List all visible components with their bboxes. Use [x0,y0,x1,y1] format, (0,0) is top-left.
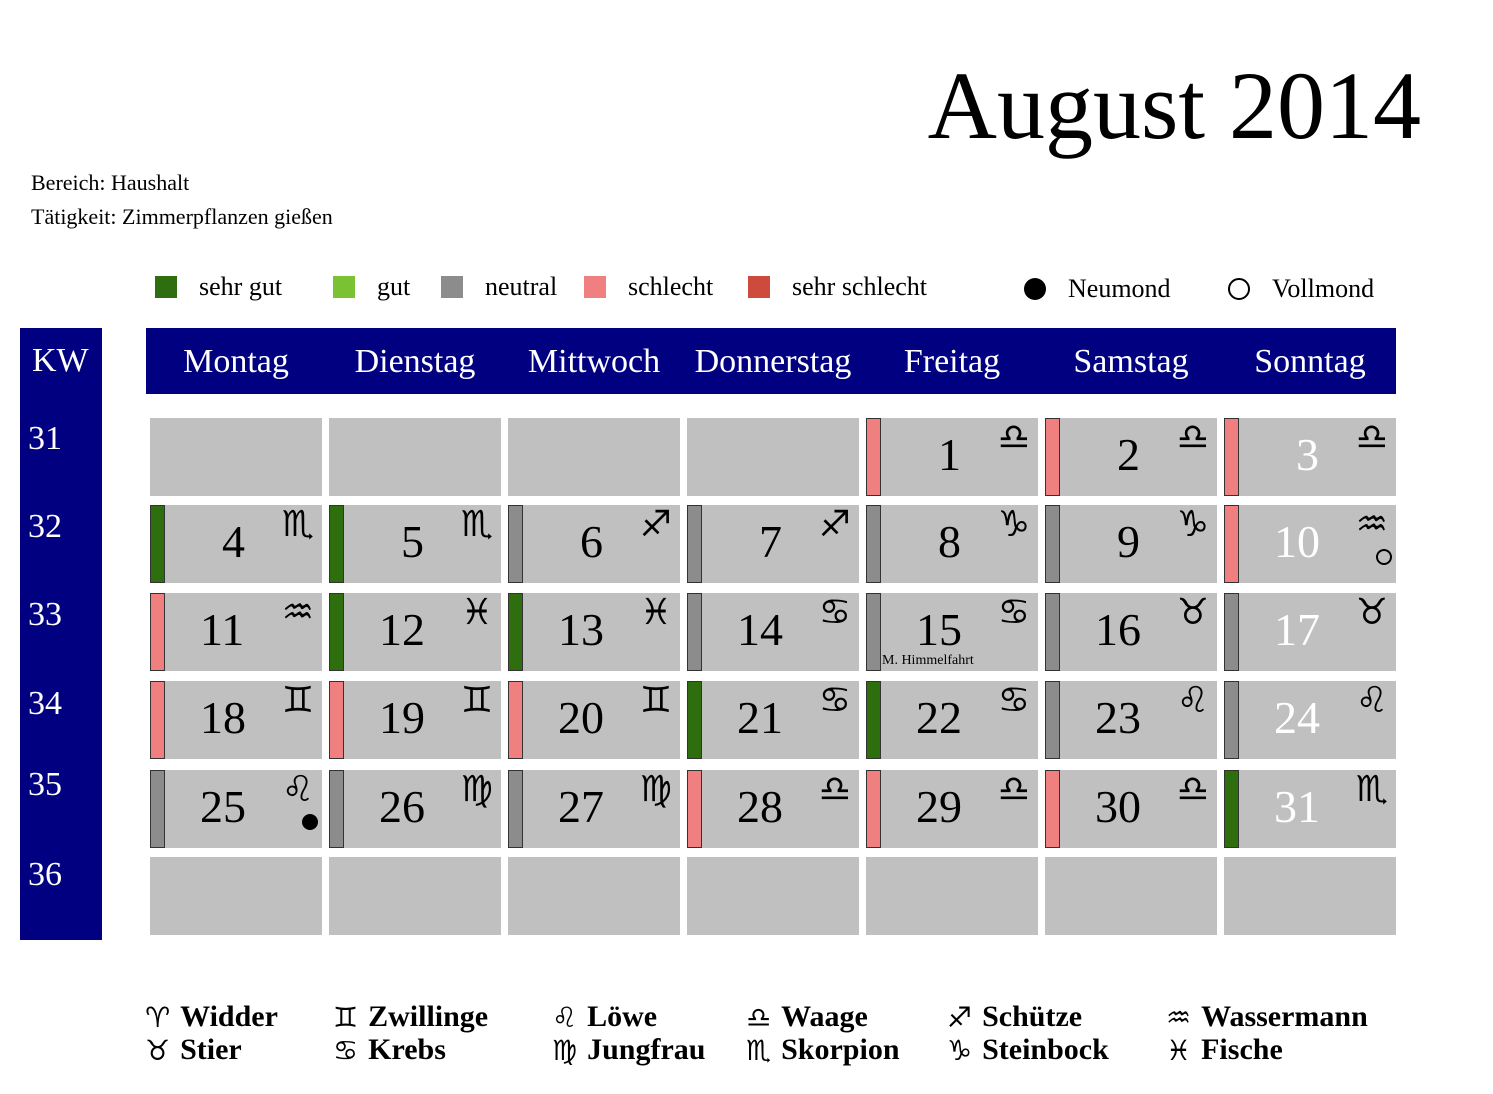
rating-bar [150,681,165,759]
day-number: 18 [200,692,246,743]
empty-cell [150,857,322,935]
virgo-icon: ♍ [460,769,493,810]
legend-label: gut [377,272,411,301]
day-cell [150,505,322,583]
day-number: 7 [759,516,782,567]
libra-icon: ♎ [1355,417,1388,458]
cancer-icon: ♋ [997,680,1030,721]
rating-bar [687,593,702,671]
legend-label: sehr gut [199,272,283,301]
capricorn-icon: ♑ [997,504,1030,545]
kw-label: KW [32,342,89,379]
aquarius-icon: ♒ [1166,1000,1192,1034]
day-number: 30 [1095,781,1141,832]
empty-cell [866,857,1038,935]
day-cell [1224,681,1396,759]
calendar-title: August 2014 [927,52,1421,159]
day-number: 19 [379,692,425,743]
zodiac-key-label: Schütze [982,1000,1083,1033]
libra-icon: ♎ [997,417,1030,458]
rating-bar [1045,593,1060,671]
rating-bar [329,593,344,671]
zodiac-key-label: Jungfrau [587,1033,706,1066]
weekday-samstag: Samstag [1073,343,1189,380]
zodiac-key-item [333,1033,446,1067]
empty-cell [1045,857,1217,935]
day-cell [687,593,859,671]
gemini-icon: ♊ [281,680,314,721]
cancer-icon: ♋ [818,592,851,633]
new-moon-icon [302,814,318,830]
weekday-header [146,328,1396,394]
rating-bar [866,418,881,496]
rating-bar [1045,418,1060,496]
zodiac-key-item [746,1033,900,1067]
leo-icon: ♌ [1355,680,1388,721]
legend-swatch [748,276,770,298]
zodiac-key-item [947,1033,1109,1067]
pisces-icon: ♓ [460,592,493,633]
weekday-donnerstag: Donnerstag [694,343,852,380]
day-cell [508,593,680,671]
rating-bar [687,681,702,759]
scorpio-icon: ♏ [746,1033,772,1067]
day-cell [866,418,1038,496]
zodiac-key-item [1166,1033,1283,1067]
day-cell [866,505,1038,583]
day-cell [1224,418,1396,496]
rating-bar [1045,770,1060,848]
libra-icon: ♎ [818,769,851,810]
day-number: 10 [1274,516,1320,567]
day-number: 1 [938,429,961,480]
cancer-icon: ♋ [997,592,1030,633]
day-cell [1045,505,1217,583]
day-number: 13 [558,604,604,655]
day-cell [508,505,680,583]
legend-label: Neumond [1068,274,1171,303]
zodiac-key-item [746,1000,868,1034]
day-cell [150,770,322,848]
day-number: 17 [1274,604,1320,655]
week-number: 33 [28,596,62,633]
rating-bar [1224,418,1239,496]
day-number: 31 [1274,781,1320,832]
rating-bar [1045,681,1060,759]
aries-icon: ♈ [145,1000,171,1034]
day-number: 21 [737,692,783,743]
zodiac-key-label: Waage [781,1000,868,1033]
rating-bar [508,770,523,848]
zodiac-key-label: Fische [1201,1033,1283,1066]
day-cell [687,681,859,759]
day-number: 3 [1296,429,1319,480]
full-moon-icon [1376,549,1392,565]
day-number: 25 [200,781,246,832]
cancer-icon: ♋ [818,680,851,721]
empty-cell [150,418,322,496]
zodiac-key-label: Zwillinge [368,1000,489,1033]
day-number: 9 [1117,516,1140,567]
legend-swatch [333,276,355,298]
day-number: 14 [737,604,783,655]
day-cell [1224,593,1396,671]
zodiac-key-label: Widder [180,1000,278,1033]
day-cell [687,770,859,848]
virgo-icon: ♍ [552,1033,578,1067]
day-cell [150,681,322,759]
rating-bar [150,593,165,671]
zodiac-key-item [1166,1000,1368,1034]
day-cell [329,593,501,671]
new-moon-icon [1024,278,1046,300]
rating-bar [866,505,881,583]
empty-cell [687,418,859,496]
day-cell [866,681,1038,759]
day-number: 12 [379,604,425,655]
day-number: 29 [916,781,962,832]
weekday-sonntag: Sonntag [1254,343,1366,380]
rating-bar [508,593,523,671]
day-number: 15 [916,604,962,655]
legend-neumond [1024,274,1171,304]
scorpio-icon: ♏ [1355,769,1388,810]
rating-bar [687,505,702,583]
weekday-mittwoch: Mittwoch [527,343,661,380]
legend-swatch [155,276,177,298]
zodiac-key-item [333,1000,488,1034]
zodiac-key-item [145,1033,242,1067]
empty-cell [687,857,859,935]
day-cell [150,593,322,671]
day-cell [508,770,680,848]
day-number: 24 [1274,692,1320,743]
zodiac-key-label: Wassermann [1201,1000,1368,1033]
empty-cell [508,857,680,935]
taurus-icon: ♉ [1176,592,1209,633]
rating-bar [1224,593,1239,671]
day-cell [866,593,1038,671]
leo-icon: ♌ [552,1000,578,1034]
zodiac-key-label: Stier [180,1033,242,1066]
pisces-icon: ♓ [639,592,672,633]
sagittarius-icon: ♐ [639,504,672,545]
capricorn-icon: ♑ [1176,504,1209,545]
empty-cell [508,418,680,496]
rating-bar [150,505,165,583]
day-number: 2 [1117,429,1140,480]
day-cell [1224,770,1396,848]
zodiac-key-label: Steinbock [982,1033,1109,1066]
zodiac-key-label: Skorpion [781,1033,900,1066]
weekday-freitag: Freitag [903,343,1001,380]
libra-icon: ♎ [1176,769,1209,810]
day-number: 22 [916,692,962,743]
day-number: 27 [558,781,604,832]
weekday-montag: Montag [183,343,289,380]
day-cell [1045,418,1217,496]
taurus-icon: ♉ [145,1033,171,1067]
day-cell [1045,770,1217,848]
rating-bar [329,770,344,848]
scorpio-icon: ♏ [281,504,314,545]
bereich-label: Bereich: Haushalt [31,170,190,195]
week-number: 31 [28,420,62,457]
rating-bar [508,505,523,583]
day-number: 23 [1095,692,1141,743]
rating-bar [329,505,344,583]
legend-label: Vollmond [1272,274,1375,303]
rating-bar [1045,505,1060,583]
leo-icon: ♌ [281,769,314,810]
day-cell [329,770,501,848]
legend-vollmond [1228,274,1374,304]
day-number: 26 [379,781,425,832]
legend-sehr-schlecht [748,272,927,302]
week-number: 32 [28,508,62,545]
day-number: 11 [200,604,245,655]
libra-icon: ♎ [746,1000,772,1034]
taurus-icon: ♉ [1355,592,1388,633]
day-cell [1045,593,1217,671]
legend-schlecht [584,272,713,302]
rating-legend [0,272,1493,308]
rating-bar [329,681,344,759]
rating-bar [508,681,523,759]
capricorn-icon: ♑ [947,1033,973,1067]
libra-icon: ♎ [997,769,1030,810]
rating-bar [1224,681,1239,759]
rating-bar [866,593,881,671]
weekday-dienstag: Dienstag [354,343,476,380]
aquarius-icon: ♒ [281,592,314,633]
legend-gut [333,272,410,302]
gemini-icon: ♊ [333,1000,359,1034]
day-number: 4 [222,516,245,567]
week-number: 36 [28,856,62,893]
day-number: 16 [1095,604,1141,655]
legend-label: sehr schlecht [792,272,928,301]
day-number: 5 [401,516,424,567]
cancer-icon: ♋ [333,1033,359,1067]
taetigkeit-label: Tätigkeit: Zimmerpflanzen gießen [31,204,333,229]
week-number-column [20,328,102,940]
zodiac-key-item [947,1000,1082,1034]
day-cell [866,770,1038,848]
legend-neutral [441,272,557,302]
zodiac-key-item [552,1033,705,1067]
legend-swatch [584,276,606,298]
aquarius-icon: ♒ [1355,504,1388,545]
day-cell [1045,681,1217,759]
holiday-note: M. Himmelfahrt [882,653,974,668]
rating-bar [1224,505,1239,583]
empty-cell [329,418,501,496]
legend-sehr-gut [155,272,282,302]
rating-bar [687,770,702,848]
zodiac-key-item [552,1000,657,1034]
zodiac-key-label: Krebs [368,1033,446,1066]
empty-cell [1224,857,1396,935]
zodiac-key-label: Löwe [587,1000,658,1033]
week-number: 35 [28,766,62,803]
gemini-icon: ♊ [460,680,493,721]
scorpio-icon: ♏ [460,504,493,545]
week-number: 34 [28,685,62,722]
rating-bar [866,681,881,759]
sagittarius-icon: ♐ [947,1000,973,1034]
gemini-icon: ♊ [639,680,672,721]
day-number: 28 [737,781,783,832]
day-cell [687,505,859,583]
legend-label: neutral [485,272,558,301]
leo-icon: ♌ [1176,680,1209,721]
empty-cell [329,857,501,935]
day-number: 8 [938,516,961,567]
rating-bar [1224,770,1239,848]
legend-label: schlecht [628,272,714,301]
day-number: 20 [558,692,604,743]
virgo-icon: ♍ [639,769,672,810]
day-cell [329,681,501,759]
sagittarius-icon: ♐ [818,504,851,545]
day-cell [1224,505,1396,583]
rating-bar [866,770,881,848]
rating-bar [150,770,165,848]
libra-icon: ♎ [1176,417,1209,458]
full-moon-icon [1228,278,1250,300]
zodiac-key-item [145,1000,278,1034]
day-cell [329,505,501,583]
day-cell [508,681,680,759]
legend-swatch [441,276,463,298]
day-number: 6 [580,516,603,567]
pisces-icon: ♓ [1166,1033,1192,1067]
